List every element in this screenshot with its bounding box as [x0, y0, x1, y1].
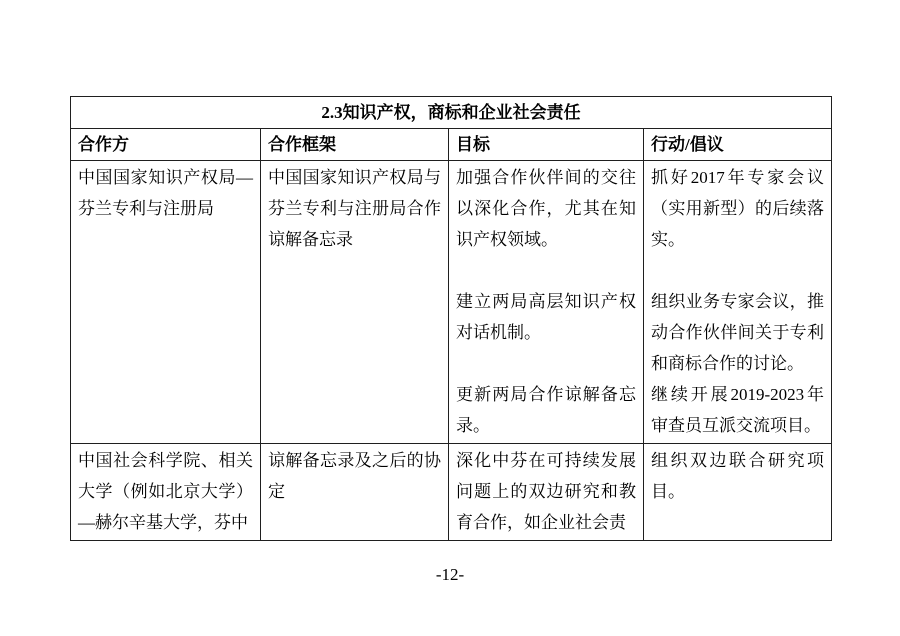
- action-paragraph: 组织双边联合研究项目。: [651, 451, 824, 501]
- partner-text: 中国国家知识产权局—芬兰专利与注册局: [78, 168, 253, 218]
- section-title: 2.3知识产权，商标和企业社会责任: [71, 97, 832, 129]
- goal-paragraph: 更新两局合作谅解备忘录。: [456, 385, 636, 435]
- goal-paragraph: 建立两局高层知识产权对话机制。: [456, 292, 636, 342]
- table-header-row: [71, 129, 832, 161]
- framework-text: 谅解备忘录及之后的协定: [268, 451, 441, 501]
- page-number: -12-: [435, 565, 465, 584]
- action-paragraph: 组织业务专家会议，推动合作伙伴间关于专利和商标合作的讨论。: [651, 292, 824, 373]
- cell-goals: [449, 444, 644, 541]
- cell-partner: [71, 444, 261, 541]
- cell-actions: [644, 161, 832, 444]
- column-header-partner: 合作方: [71, 129, 261, 161]
- cell-goals: [449, 161, 644, 444]
- column-header-goals: 目标: [449, 129, 644, 161]
- goal-paragraph: 深化中芬在可持续发展问题上的双边研究和教育合作，如企业社会责: [456, 451, 636, 532]
- column-header-framework: 合作框架: [261, 129, 449, 161]
- framework-text: 中国国家知识产权局与芬兰专利与注册局合作谅解备忘录: [268, 168, 441, 249]
- cell-actions: [644, 444, 832, 541]
- goal-paragraph: 加强合作伙伴间的交往以深化合作，尤其在知识产权领域。: [456, 168, 636, 249]
- action-paragraph: 抓好2017年专家会议（实用新型）的后续落实。: [651, 168, 824, 249]
- partner-text: 中国社会科学院、相关大学（例如北京大学）—赫尔辛基大学，芬中: [78, 451, 253, 532]
- cell-framework: [261, 161, 449, 444]
- action-paragraph: 继续开展2019-2023年审查员互派交流项目。: [651, 385, 824, 435]
- table-row-cass-universities: [71, 444, 832, 541]
- cooperation-table: [70, 96, 832, 541]
- cell-partner: [71, 161, 261, 444]
- table-title-row: [71, 97, 832, 129]
- column-header-actions: 行动/倡议: [644, 129, 832, 161]
- table-row-ip-office: [71, 161, 832, 444]
- cell-framework: [261, 444, 449, 541]
